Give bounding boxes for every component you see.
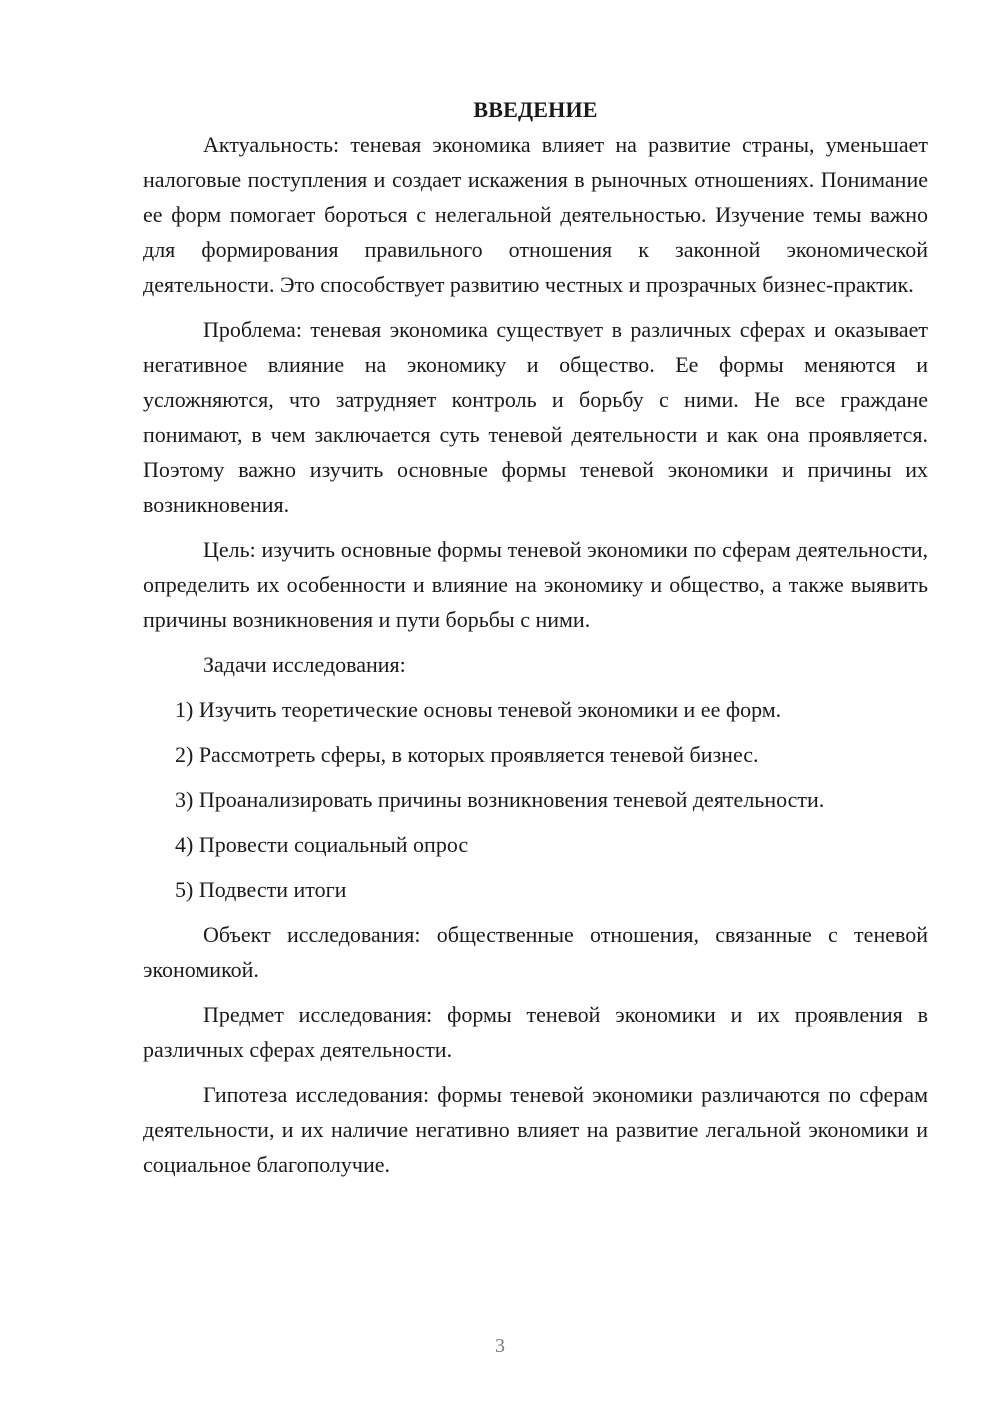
list-item: 1) Изучить теоретические основы теневой экономики и ее форм.: [175, 697, 782, 722]
page-number: 3: [495, 1335, 505, 1357]
paragraph-hypothesis: Гипотеза исследования: формы теневой экономики различаются по сферам деятельности, и их наличие негативно влияет на развитие легальной экономики и социальное благополучие.: [143, 1082, 928, 1177]
paragraph-object: Объект исследования: общественные отношения, связанные с теневой экономикой.: [143, 922, 928, 982]
list-item: 3) Проанализировать причины возникновения теневой деятельности.: [175, 787, 825, 812]
paragraph-goal: Цель: изучить основные формы теневой экономики по сферам деятельности, определить их особенности и влияние на экономику и общество, а также выявить причины возникновения и пути борьбы с ними.: [143, 537, 928, 632]
list-item: 5) Подвести итоги: [175, 877, 347, 902]
section-title: ВВЕДЕНИЕ: [473, 97, 598, 122]
paragraph-relevance: Актуальность: теневая экономика влияет на развитие страны, уменьшает налоговые поступления и создает искажения в рыночных отношениях. Понимание ее форм помогает бороться с нелегальной деятельностью. Изучение темы важно для формирования правильного отношения к законной экономической деятельности. Это способствует развитию честных и прозрачных бизнес-практик.: [143, 132, 928, 297]
paragraph-problem: Проблема: теневая экономика существует в различных сферах и оказывает негативное влияние на экономику и общество. Ее формы меняются и усложняются, что затрудняет контроль и борьбу с ними. Не все граждане понимают, в чем заключается суть теневой деятельности и как она проявляется. Поэтому важно изучить основные формы теневой экономики и причины их возникновения.: [143, 317, 928, 517]
tasks-heading: Задачи исследования:: [203, 652, 406, 677]
list-item: 2) Рассмотреть сферы, в которых проявляется теневой бизнес.: [175, 742, 759, 767]
list-item: 4) Провести социальный опрос: [175, 832, 469, 857]
document-page: [143, 92, 928, 1192]
paragraph-subject: Предмет исследования: формы теневой экономики и их проявления в различных сферах деятельности.: [143, 1002, 928, 1062]
tasks-list: [143, 692, 928, 907]
